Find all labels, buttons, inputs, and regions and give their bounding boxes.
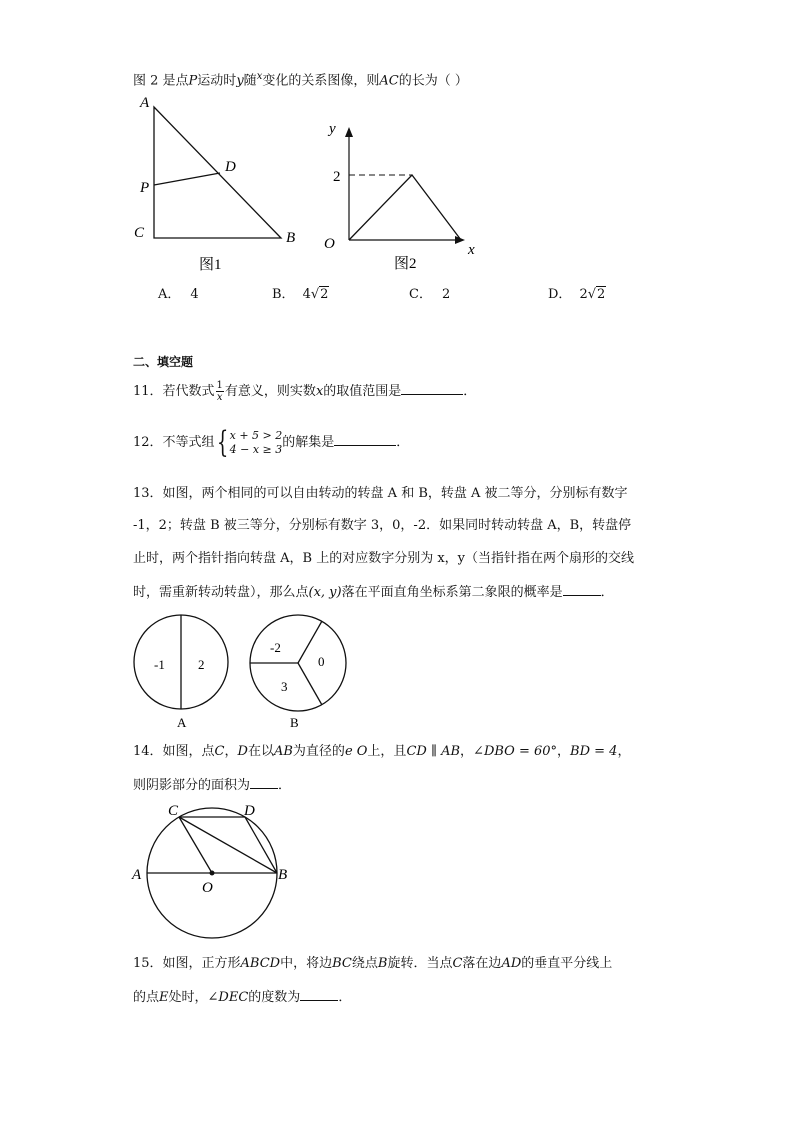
option-a[interactable]: A． 4 — [158, 287, 199, 302]
option-b[interactable]: B． 4√2 — [272, 287, 329, 302]
q10-figure-2 — [320, 115, 490, 275]
fig2-caption: 图2 — [394, 256, 417, 272]
q10-stem: 图 2 是点P运动时y随$^x$变化的关系图像，则AC的长为（ ） — [133, 71, 468, 89]
spinner-a-right: 2 — [198, 657, 205, 672]
label-y: y — [329, 121, 336, 137]
label-d: D — [225, 159, 236, 175]
fig1-caption: 图1 — [199, 257, 222, 273]
segment-cb — [179, 817, 277, 873]
q11-answer-blank[interactable] — [401, 381, 463, 395]
q14-figure — [128, 798, 303, 943]
q12: 12．不等式组{ x + 5 > 2 4 − x ≥ 3 的解集是 ． — [133, 424, 410, 460]
spinner-a-caption: A — [177, 715, 187, 730]
segment-pd — [154, 173, 220, 185]
label-b: B — [278, 867, 288, 883]
q10-figure-1 — [130, 90, 310, 280]
spinner-b-right: 0 — [318, 654, 325, 669]
q14-answer-blank[interactable] — [250, 775, 278, 789]
q13-line-4: 时，需重新转动转盘），那么点(x, y)落在平面直角坐标系第二象限的概率是 ． — [133, 582, 614, 602]
spinner-b-top-left: -2 — [270, 640, 281, 655]
q11: 11．若代数式 $\frac{1}{x}$ 有意义，则实数x的取值范围是 ． — [133, 380, 477, 403]
q13-line-3: 止时，两个指针指向转盘 A，B 上的对应数字分别为 x，y（当指针指在两个扇形的交线 — [133, 551, 635, 566]
y-axis-arrow — [345, 127, 353, 137]
q14-line-1: 14．如图，点C，D在以AB为直径的e O上，且CD ∥ AB，∠DBO = 60°，BD = 4， — [133, 744, 631, 759]
label-2: 2 — [333, 169, 341, 185]
option-c[interactable]: C． 2 — [409, 287, 451, 302]
q13-line-1: 13．如图，两个相同的可以自由转动的转盘 A 和 B，转盘 A 被二等分，分别标有数字 — [133, 486, 628, 501]
label-o: O — [324, 236, 335, 252]
label-c: C — [168, 803, 179, 819]
center-point — [210, 871, 215, 876]
q14-line-2: 则阴影部分的面积为 ． — [133, 775, 291, 795]
spinner-a — [134, 615, 228, 730]
label-b: B — [286, 230, 296, 246]
label-d: D — [244, 803, 255, 819]
q13-line-2: -1，2；转盘 B 被三等分，分别标有数字 3，0，-2．如果同时转动转盘 A，B，转盘停 — [133, 518, 632, 533]
q13-spinners — [128, 612, 358, 734]
label-a: A — [132, 867, 142, 883]
q15-answer-blank[interactable] — [300, 987, 338, 1001]
option-d[interactable]: D． 2√2 — [548, 287, 606, 302]
label-p: P — [140, 180, 150, 196]
label-o: O — [202, 880, 213, 896]
q15-line-1: 15．如图，正方形ABCD中，将边BC绕点B旋转．当点C落在边AD的垂直平分线上 — [133, 956, 613, 971]
q11-fraction: $\frac{1}{x}$ — [216, 380, 223, 403]
spinner-b-bottom: 3 — [281, 679, 288, 694]
triangle-abc — [154, 107, 281, 238]
segment-co — [179, 817, 212, 873]
label-x: x — [468, 242, 475, 258]
q13-answer-blank[interactable] — [563, 582, 601, 596]
section-title: 二、填空题 — [133, 355, 194, 369]
label-c: C — [134, 225, 145, 241]
q12-answer-blank[interactable] — [334, 432, 396, 446]
spinner-b — [250, 615, 346, 730]
label-a: A — [140, 95, 150, 111]
graph-line — [349, 175, 461, 240]
x-axis-arrow — [455, 236, 465, 244]
q12-system: x + 5 > 2 4 − x ≥ 3 — [229, 428, 283, 456]
spinner-a-left: -1 — [154, 657, 165, 672]
spinner-b-caption: B — [290, 715, 299, 730]
q15-line-2: 的点E处时，∠DEC的度数为 ． — [133, 987, 351, 1007]
